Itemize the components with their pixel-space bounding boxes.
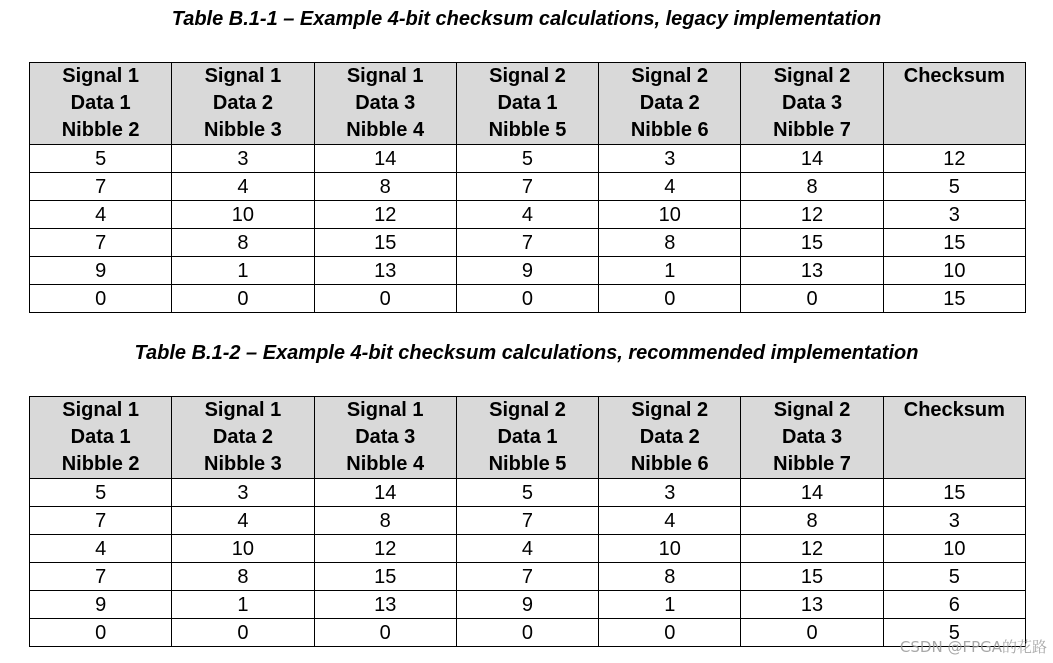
table-cell: 10 <box>599 535 741 563</box>
table-cell: 5 <box>456 145 598 173</box>
table-cell: 7 <box>456 229 598 257</box>
table-cell: 12 <box>883 145 1025 173</box>
table-cell: 15 <box>883 479 1025 507</box>
column-header-line: Nibble 5 <box>488 119 567 141</box>
table-cell: 7 <box>30 229 172 257</box>
column-header-line: Signal 1 <box>346 399 424 421</box>
table-cell: 15 <box>314 229 456 257</box>
table-cell: 5 <box>456 479 598 507</box>
column-header <box>172 63 314 145</box>
column-header-line: Data 2 <box>639 92 700 114</box>
table-cell: 8 <box>741 173 883 201</box>
table-cell: 7 <box>456 563 598 591</box>
column-header-line: Signal 1 <box>62 65 139 87</box>
table-row <box>30 173 1026 201</box>
column-header <box>314 63 456 145</box>
watermark: CSDN @FPGA的花路 <box>899 638 1047 656</box>
table-row <box>30 591 1026 619</box>
column-header-line: Signal 2 <box>773 399 851 421</box>
table-cell: 0 <box>456 619 598 647</box>
table-row <box>30 229 1026 257</box>
table-cell: 6 <box>883 591 1025 619</box>
table-cell: 14 <box>314 479 456 507</box>
column-header-line: Nibble 3 <box>204 453 282 475</box>
table-cell: 4 <box>456 535 598 563</box>
table-row <box>30 507 1026 535</box>
table-cell: 8 <box>172 229 314 257</box>
table-cell: 5 <box>883 563 1025 591</box>
column-header-line: Nibble 4 <box>346 453 425 475</box>
table-cell: 4 <box>30 535 172 563</box>
column-header <box>30 63 172 145</box>
table-cell: 1 <box>172 257 314 285</box>
column-header-line: Nibble 2 <box>61 453 140 475</box>
column-header <box>314 397 456 479</box>
table-cell: 1 <box>172 591 314 619</box>
table-cell: 7 <box>30 507 172 535</box>
table-cell: 5 <box>883 173 1025 201</box>
table-cell: 3 <box>172 479 314 507</box>
column-header-line: Data 3 <box>355 92 416 114</box>
column-header-line: Data 3 <box>355 426 416 448</box>
checksum-table-recommended <box>29 396 1026 647</box>
column-header <box>456 397 598 479</box>
column-header-line: Nibble 2 <box>61 119 140 141</box>
column-header-line: Nibble 7 <box>773 119 851 141</box>
table-2-caption: Table B.1-2 – Example 4-bit checksum calculations, recommended implementation <box>134 342 919 364</box>
table-cell: 5 <box>30 479 172 507</box>
table-cell: 9 <box>30 257 172 285</box>
table-cell: 0 <box>30 619 172 647</box>
table-cell: 12 <box>314 535 456 563</box>
column-header <box>172 397 314 479</box>
column-header-line: Data 1 <box>70 92 131 114</box>
column-header-line: Signal 2 <box>489 399 566 421</box>
table-row <box>30 563 1026 591</box>
table-cell: 10 <box>883 257 1025 285</box>
table-cell: 15 <box>314 563 456 591</box>
table-cell: 9 <box>456 257 598 285</box>
column-header-line: Signal 1 <box>62 399 139 421</box>
table-cell: 10 <box>599 201 741 229</box>
table-cell: 5 <box>30 145 172 173</box>
column-header-line: Data 1 <box>497 92 558 114</box>
table-row <box>30 619 1026 647</box>
column-header-line: Signal 2 <box>631 65 709 87</box>
table-row <box>30 285 1026 313</box>
table-cell: 0 <box>599 619 741 647</box>
table-cell: 10 <box>172 535 314 563</box>
table-cell: 15 <box>741 229 883 257</box>
table-row <box>30 535 1026 563</box>
column-header-line: Data 1 <box>70 426 131 448</box>
table-cell: 5 <box>883 619 1025 647</box>
column-header-line: Nibble 4 <box>346 119 425 141</box>
table-cell: 15 <box>741 563 883 591</box>
column-header-line: Data 2 <box>212 426 273 448</box>
table-cell: 14 <box>741 145 883 173</box>
checksum-table-legacy <box>29 62 1026 313</box>
table-cell: 1 <box>599 257 741 285</box>
column-header-line: Nibble 6 <box>630 119 709 141</box>
table-row <box>30 479 1026 507</box>
table-cell: 3 <box>599 479 741 507</box>
table-cell: 14 <box>741 479 883 507</box>
table-cell: 8 <box>172 563 314 591</box>
table-cell: 3 <box>883 201 1025 229</box>
table-cell: 0 <box>599 285 741 313</box>
table-cell: 0 <box>172 285 314 313</box>
table-row <box>30 201 1026 229</box>
column-header-line: Signal 1 <box>204 399 282 421</box>
table-cell: 8 <box>314 507 456 535</box>
column-header-line: Signal 1 <box>346 65 424 87</box>
table-cell: 0 <box>172 619 314 647</box>
column-header-line: Checksum <box>903 65 1005 87</box>
table-cell: 13 <box>314 591 456 619</box>
table-row <box>30 145 1026 173</box>
column-header-line: Signal 2 <box>631 399 709 421</box>
table-cell: 4 <box>599 507 741 535</box>
table-cell: 8 <box>599 563 741 591</box>
table-cell: 13 <box>314 257 456 285</box>
table-cell: 0 <box>741 619 883 647</box>
table-cell: 0 <box>456 285 598 313</box>
table-cell: 1 <box>599 591 741 619</box>
column-header <box>599 63 741 145</box>
column-header-line: Data 3 <box>782 426 843 448</box>
table-cell: 3 <box>599 145 741 173</box>
table-cell: 13 <box>741 257 883 285</box>
table-cell: 15 <box>883 229 1025 257</box>
table-cell: 0 <box>30 285 172 313</box>
table-cell: 4 <box>172 507 314 535</box>
table-cell: 0 <box>314 285 456 313</box>
table-cell: 0 <box>741 285 883 313</box>
table-cell: 3 <box>172 145 314 173</box>
table-cell: 8 <box>599 229 741 257</box>
column-header <box>883 397 1025 479</box>
column-header-line: Nibble 5 <box>488 453 567 475</box>
table-cell: 7 <box>30 173 172 201</box>
table-cell: 10 <box>883 535 1025 563</box>
table-cell: 7 <box>30 563 172 591</box>
column-header-line: Data 2 <box>212 92 273 114</box>
column-header <box>599 397 741 479</box>
column-header-line: Signal 2 <box>489 65 566 87</box>
table-cell: 12 <box>314 201 456 229</box>
column-header-line: Nibble 6 <box>630 453 709 475</box>
table-cell: 10 <box>172 201 314 229</box>
table-1-caption: Table B.1-1 – Example 4-bit checksum calculations, legacy implementation <box>171 8 882 30</box>
table-cell: 14 <box>314 145 456 173</box>
table-cell: 8 <box>741 507 883 535</box>
table-cell: 9 <box>456 591 598 619</box>
table-cell: 4 <box>30 201 172 229</box>
column-header-line: Data 2 <box>639 426 700 448</box>
table-cell: 3 <box>883 507 1025 535</box>
table-cell: 12 <box>741 201 883 229</box>
table-cell: 13 <box>741 591 883 619</box>
column-header-line: Signal 1 <box>204 65 282 87</box>
table-cell: 12 <box>741 535 883 563</box>
column-header <box>741 63 883 145</box>
column-header-line: Data 3 <box>782 92 843 114</box>
table-cell: 4 <box>456 201 598 229</box>
table-row <box>30 257 1026 285</box>
table-header-row <box>30 63 1026 145</box>
table-cell: 8 <box>314 173 456 201</box>
column-header-line: Nibble 7 <box>773 453 851 475</box>
table-cell: 0 <box>314 619 456 647</box>
table-cell: 4 <box>599 173 741 201</box>
column-header <box>30 397 172 479</box>
column-header-line: Signal 2 <box>773 65 851 87</box>
table-cell: 9 <box>30 591 172 619</box>
table-header-row <box>30 397 1026 479</box>
column-header-line: Data 1 <box>497 426 558 448</box>
table-cell: 4 <box>172 173 314 201</box>
column-header-line: Nibble 3 <box>204 119 282 141</box>
column-header <box>741 397 883 479</box>
table-cell: 7 <box>456 173 598 201</box>
table-cell: 7 <box>456 507 598 535</box>
column-header <box>456 63 598 145</box>
column-header-line: Checksum <box>903 399 1005 421</box>
column-header <box>883 63 1025 145</box>
table-cell: 15 <box>883 285 1025 313</box>
